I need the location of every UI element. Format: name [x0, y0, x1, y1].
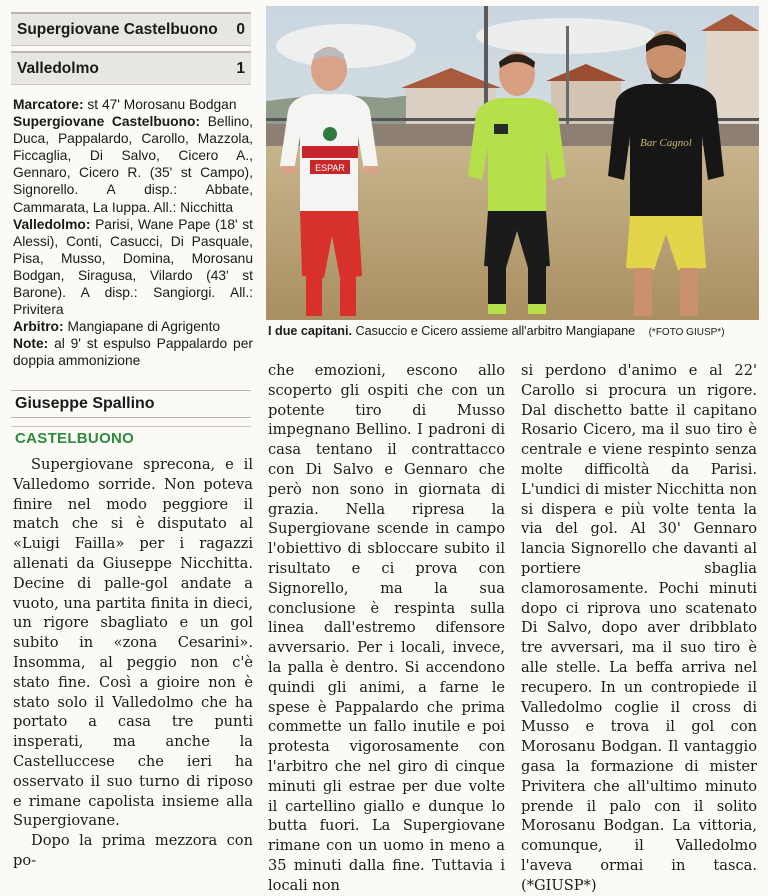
photo-credit: (*FOTO GIUSP*): [648, 327, 725, 338]
home-goals: 0: [236, 20, 245, 38]
article-column-1: [13, 455, 253, 871]
scorer-label: Marcatore:: [13, 97, 84, 112]
home-lineup-text: Bellino, Duca, Pappalardo, Carollo, Mazzola, Ficcaglia, Di Salvo, Cicero A., Gennaro, Cicero R. (35' st Campo), Signorello. A disp.: Abbate, Cammarata, La Iuppa. All.: Nicchitta: [13, 114, 253, 215]
away-lineup-text: Parisi, Wane Pape (18' st Alessi), Conti, Casucci, Di Pasquale, Pisa, Musso, Domina, Morosanu Bodgan, Siragusa, Vilardo (43' st Barone). A disp.: Sangiorgi. All.: Privitera: [13, 216, 253, 318]
home-lineup-label: Supergiovane Castelbuono:: [13, 114, 201, 130]
referee-line: [13, 318, 253, 335]
away-lineup-label: Valledolmo:: [13, 216, 91, 232]
article-paragraph: Supergiovane sprecona, e il Valledomo sorride. Non poteva finire nel modo peggiore il match che si è disputato al «Luigi Failla» per i ragazzi allenati da Giuseppe Nicchitta. Decine di palle-gol andate a vuoto, una partita finita in dieci, un rigore sbagliato e un gol subito in «zona Cesarini». Insomma, al peggio non c'è stato fine. Così a gioire non è stato solo il Valledolmo che ha portato a casa tre punti insperati, ma anche la Castelluccese che ieri ha osservato il suo turno di riposo e rimane capolista insieme alla Supergiovane.: [13, 456, 253, 830]
home-team-name: Supergiovane Castelbuono: [17, 20, 218, 38]
article-paragraph: Dopo la prima mezzora con po-: [13, 832, 253, 869]
dateline: CASTELBUONO: [11, 426, 251, 450]
article-column-2: [268, 361, 505, 896]
home-lineup: [13, 113, 253, 216]
article-paragraph: che emozioni, escono allo scoperto gli ospiti che con un potente tiro di Musso impegnano Bellino. I padroni di casa tentano il contrattacco con Di Salvo e Gennaro che però non sono in giornata di grazia. Nella ripresa la Supergiovane scende in campo l'obiettivo di sbloccare subito il risultato e ci prova con Signorello, ma la sua conclusione è respinta sulla linea dall'estremo difensore avversario. Per i locali, invece, la palla è dentro. Si accendono quindi gli animi, a farne le spese è Pappalardo che prima commette un fallo inutile e poi protesta vigorosamente con l'arbitro che nel giro di cinque minuti gli estrae per due volte il cartellino giallo e dunque lo butta fuori. La Supergiovane rimane con un uomo in meno a 35 minuti dalla fine. Tuttavia i locali non: [268, 362, 505, 894]
author-byline: Giuseppe Spallino: [11, 390, 251, 418]
article-column-3: [521, 361, 757, 896]
match-details: [13, 96, 253, 370]
caption-bold: I due capitani.: [268, 324, 352, 338]
scorer-value: st 47' Morosanu Bodgan: [87, 97, 237, 112]
away-goals: 1: [236, 59, 245, 77]
captains-photo-illustration: [266, 6, 759, 320]
scorer-line: [13, 96, 253, 113]
away-score-row: [11, 51, 251, 85]
caption-text: Casuccio e Cicero assieme all'arbitro Mangiapane: [355, 324, 636, 338]
notes-label: Note:: [13, 336, 49, 352]
away-shirt-sponsor: Bar Cagnol: [640, 137, 692, 149]
away-lineup: [13, 216, 253, 319]
notes-value: al 9' st espulso Pappalardo per doppia ammonizione: [13, 336, 253, 369]
photo-caption: [268, 324, 758, 338]
article-paragraph: si perdono d'animo e al 22' Carollo si procura un rigore. Dal dischetto batte il capitano Rosario Cicero, ma il suo tiro è centrale e viene respinto senza molte difficoltà da Parisi. L'undici di mister Nicchitta non si dispera e più volte tenta la via del gol. Al 30' Gennaro lancia Signorello che davanti al portiere sbaglia clamorosamente. Pochi minuti dopo ci riprova uno scatenato Di Salvo, dopo aver dribblato tre avversari, ma il suo tiro è alle stelle. La beffa arriva nel recupero. In un contropiede il Valledolmo coglie il cross di Musso e trova il gol con Morosanu Bodgan. Il vantaggio gasa la formazione di mister Privitera che all'ultimo minuto prende il palo con il solito Morosanu Bodgan. La vittoria, comunque, il Valledolmo l'aveva ormai in tasca. (*GIUSP*): [521, 362, 757, 894]
notes-line: [13, 335, 253, 369]
referee-label: Arbitro:: [13, 319, 64, 335]
match-photo: [266, 6, 759, 320]
referee-value: Mangiapane di Agrigento: [67, 319, 221, 335]
away-team-name: Valledolmo: [17, 59, 99, 77]
home-score-row: [11, 12, 251, 46]
home-shirt-sponsor: ESPAR: [315, 163, 345, 173]
